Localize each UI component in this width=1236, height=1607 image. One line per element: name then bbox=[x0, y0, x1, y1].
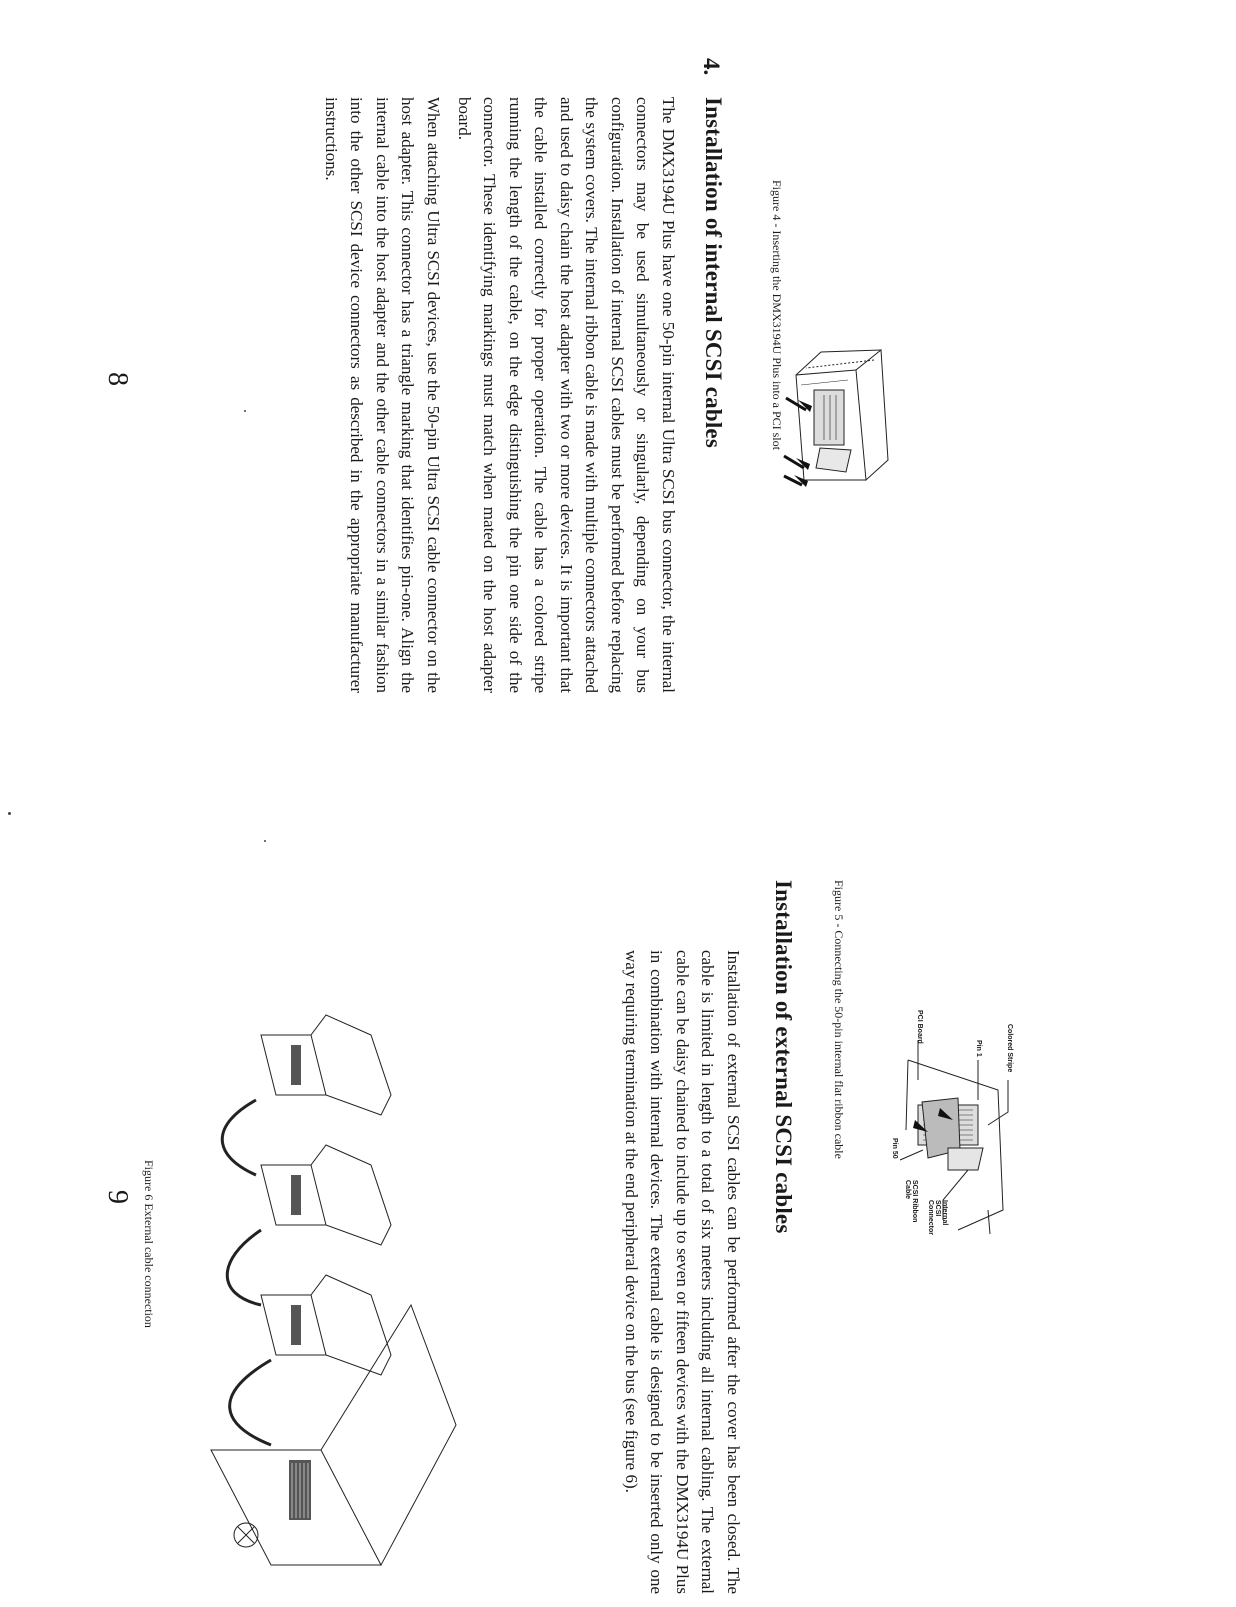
figure-6-external-cable-illustration bbox=[191, 1005, 511, 1575]
figure-5-caption: Figure 5 - Connecting the 50-pin internal flat ribbon cable bbox=[832, 880, 846, 1159]
section-title-internal: Installation of internal SCSI cables bbox=[701, 97, 726, 448]
page-number-right: 9 bbox=[102, 1190, 133, 1204]
label-pci-board: PCI Board bbox=[916, 1010, 923, 1044]
figure-5-ribbon-cable-illustration bbox=[888, 1010, 1018, 1240]
label-pin50: Pin 50 bbox=[891, 1138, 898, 1159]
paragraph-external: Installation of external SCSI cables can be performed after the cover has been closed. The cable is limited in length to a total of six meters including all internal cabling. The external cable can be daisy chained to include up to seven or fifteen devices with the DMX3194U Plus in combination with internal devices. The external cable is designed to be inserted only one way requiring termination at the end peripheral device on the bus (see figure 6). bbox=[622, 950, 743, 1594]
scan-speck bbox=[244, 410, 246, 412]
label-scsi-ribbon-cable: SCSI Ribbon Cable bbox=[904, 1180, 918, 1223]
figure-4-pci-slot-illustration bbox=[776, 340, 896, 490]
label-colored-stripe: Colored Stripe bbox=[1006, 1024, 1013, 1073]
scan-speck bbox=[264, 840, 266, 842]
figure-6-caption: Figure 6 External cable connection bbox=[142, 1160, 156, 1328]
label-internal-scsi-connector: Internal SCSI Connector bbox=[927, 1200, 948, 1235]
figure-4-caption: Figure 4 - Inserting the DMX3194U Plus into a PCI slot bbox=[770, 180, 784, 450]
paragraph-internal-1: The DMX3194U Plus have one 50-pin internal Ultra SCSI bus connector, the internal connectors may be used simultaneously or singularly, depending on your bus configuration. Installation of internal SCSI cables must be performed before replacing the system covers. The internal ribbon cable is made with multiple connectors attached and used to daisy chain the host adapter with two or more devices. It is important that the cable installed correctly for proper operation. The cable has a colored stripe running the length of the cable, on the edge distinguishing the pin one side of the connector. These identifying markings must match when mated on the host adapter board. bbox=[455, 97, 678, 693]
page-number-left: 8 bbox=[102, 372, 133, 386]
section-number: 4. bbox=[699, 58, 724, 76]
section-title-external: Installation of external SCSI cables bbox=[771, 880, 796, 1234]
label-pin1: Pin 1 bbox=[975, 1040, 982, 1057]
scan-speck bbox=[8, 812, 11, 815]
paragraph-internal-2: When attaching Ultra SCSI devices, use the 50-pin Ultra SCSI cable connector on the host adapter. This connector has a triangle marking that identifies pin-one. Align the internal cable into the host adapter and the other cable connectors in a similar fashion into the other SCSI device connectors as described in the appropriate manufacturer instructions. bbox=[322, 97, 443, 693]
